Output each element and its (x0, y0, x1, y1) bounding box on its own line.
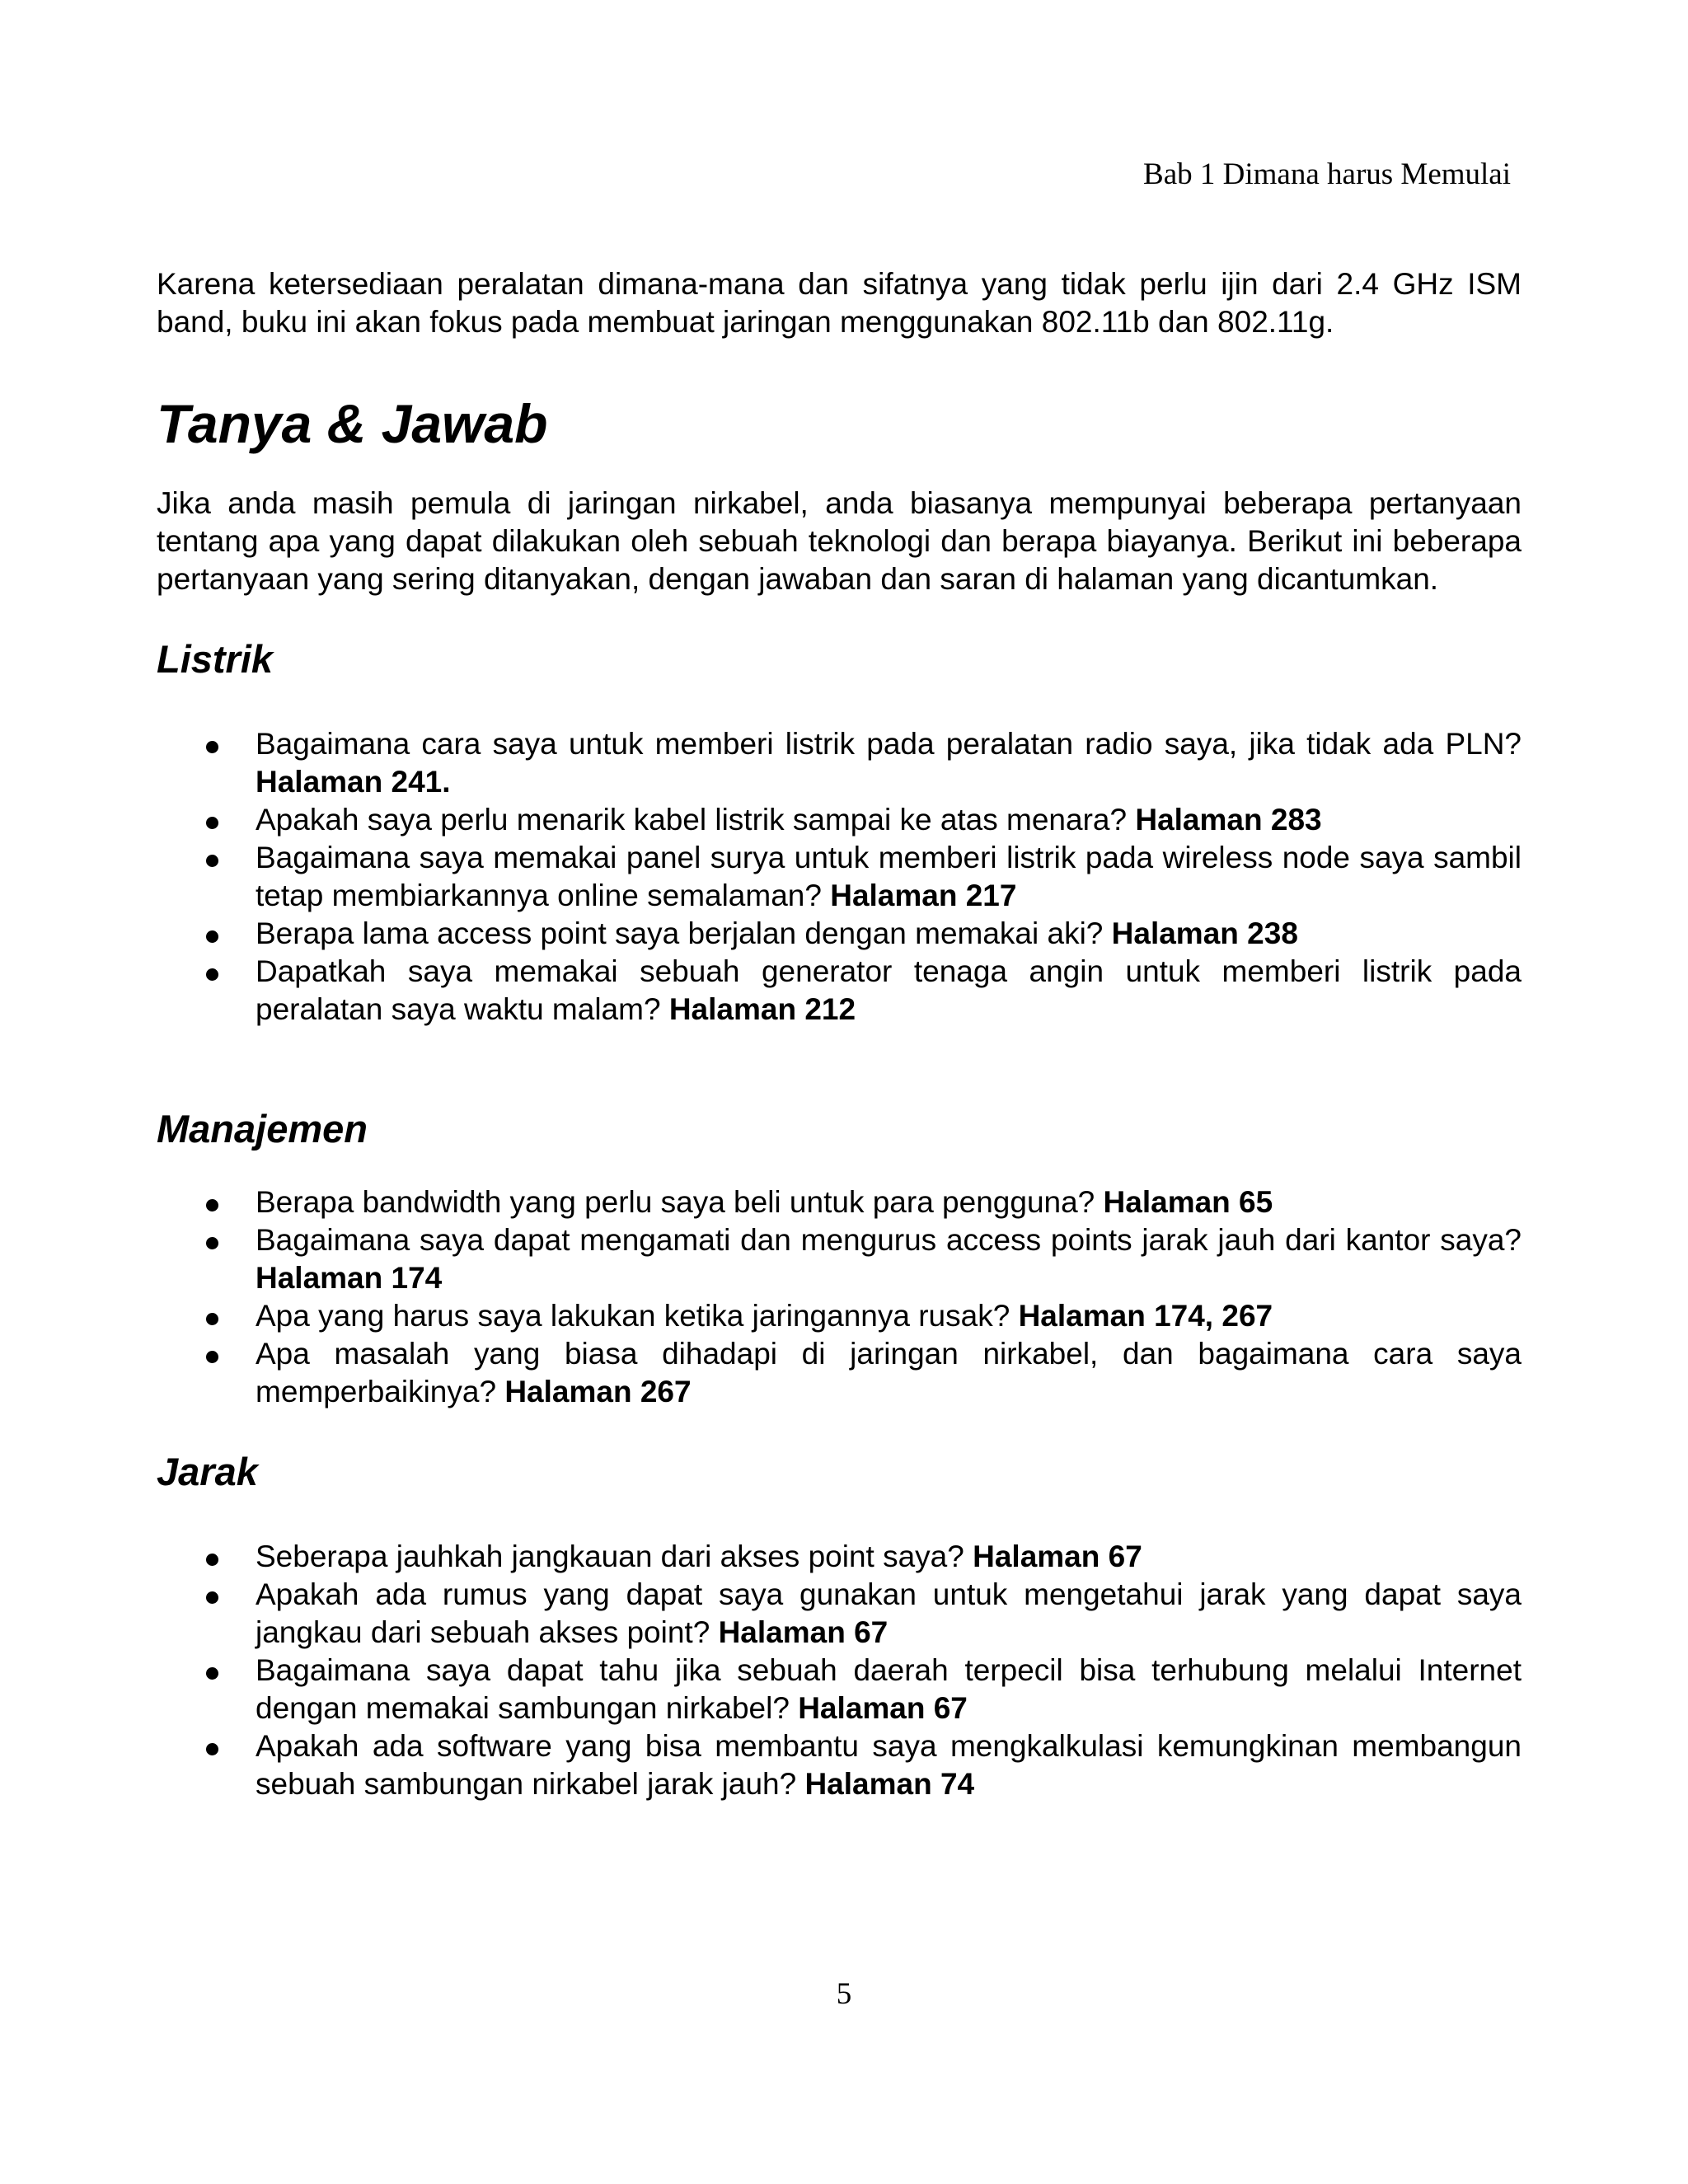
list-item (157, 1183, 1522, 1221)
question-text: Apa masalah yang biasa dihadapi di jaringan nirkabel, dan bagaimana cara saya memperbaikinya? (256, 1337, 1522, 1408)
section-intro-paragraph: Jika anda masih pemula di jaringan nirkabel, anda biasanya mempunyai beberapa pertanyaan tentang apa yang dapat dilakukan oleh sebuah teknologi dan berapa biayanya. Berikut ini beberapa pertanyaan yang sering ditanyakan, dengan jawaban dan saran di halaman yang dicantumkan. (157, 486, 1522, 596)
bullet-icon (206, 1591, 218, 1604)
question-text: Apakah ada software yang bisa membantu saya mengkalkulasi kemungkinan membangun sebuah sambungan nirkabel jarak jauh? (256, 1729, 1522, 1801)
page-reference: Halaman 67 (718, 1615, 889, 1649)
bullet-icon (206, 930, 218, 943)
question-list-manajemen (157, 1183, 1522, 1411)
question-text: Bagaimana saya memakai panel surya untuk memberi listrik pada wireless node saya sambil tetap membiarkannya online semalaman? (256, 841, 1522, 912)
question-text: Bagaimana saya dapat tahu jika sebuah daerah terpecil bisa terhubung melalui Internet dengan memakai sambungan nirkabel? (256, 1653, 1522, 1725)
question-list-listrik (157, 725, 1522, 1029)
page-number: 5 (836, 1977, 852, 2011)
bullet-icon (206, 1237, 218, 1249)
question-text: Berapa lama access point saya berjalan dengan memakai aki? (256, 916, 1112, 950)
list-item (157, 915, 1522, 953)
bullet-icon (206, 1351, 218, 1363)
list-item (157, 1297, 1522, 1335)
page-reference: Halaman 65 (1103, 1185, 1273, 1219)
page-reference: Halaman 67 (973, 1540, 1142, 1573)
page-reference: Halaman 174 (256, 1261, 443, 1295)
question-text: Dapatkah saya memakai sebuah generator tenaga angin untuk memberi listrik pada peralatan saya waktu malam? (256, 954, 1522, 1026)
bullet-icon (206, 1199, 218, 1212)
list-item (157, 1221, 1522, 1297)
page-reference: Halaman 267 (504, 1375, 692, 1408)
list-item (157, 801, 1522, 839)
page-reference: Halaman 212 (668, 992, 856, 1026)
bullet-icon (206, 1667, 218, 1680)
subheading-jarak: Jarak (157, 1450, 258, 1493)
bullet-icon (206, 741, 218, 753)
section-heading: Tanya & Jawab (157, 393, 548, 454)
question-text: Seberapa jauhkah jangkauan dari akses point saya? (256, 1540, 973, 1573)
intro-paragraph: Karena ketersediaan peralatan dimana-mana dan sifatnya yang tidak perlu ijin dari 2.4 GHz ISM band, buku ini akan fokus pada membuat jaringan menggunakan 802.11b dan 802.11g. (157, 267, 1522, 339)
question-text: Bagaimana saya dapat mengamati dan mengurus access points jarak jauh dari kantor saya? (256, 1223, 1522, 1257)
list-item (157, 1538, 1522, 1576)
subheading-listrik: Listrik (157, 637, 274, 681)
subheading-manajemen: Manajemen (157, 1107, 368, 1151)
question-text: Apa yang harus saya lakukan ketika jaringannya rusak? (256, 1299, 1019, 1333)
bullet-icon (206, 968, 218, 981)
question-text: Apakah ada rumus yang dapat saya gunakan untuk mengetahui jarak yang dapat saya jangkau dari sebuah akses point? (256, 1577, 1522, 1649)
page-content (157, 265, 1522, 1803)
list-item (157, 839, 1522, 915)
list-item (157, 1576, 1522, 1652)
running-header: Bab 1 Dimana harus Memulai (1143, 157, 1511, 191)
page-reference: Halaman 67 (798, 1691, 968, 1725)
page-reference: Halaman 74 (804, 1767, 975, 1801)
bullet-icon (206, 817, 218, 829)
list-item (157, 953, 1522, 1029)
list-item (157, 1335, 1522, 1411)
bullet-icon (206, 1743, 218, 1755)
page-reference: Halaman 238 (1111, 916, 1298, 950)
question-text: Apakah saya perlu menarik kabel listrik sampai ke atas menara? (256, 803, 1136, 837)
page-reference: Halaman 241. (256, 765, 451, 799)
bullet-icon (206, 1313, 218, 1325)
list-item (157, 1652, 1522, 1727)
page-reference: Halaman 283 (1135, 803, 1322, 837)
question-list-jarak (157, 1538, 1522, 1803)
question-text: Bagaimana cara saya untuk memberi listrik pada peralatan radio saya, jika tidak ada PLN? (256, 727, 1522, 761)
page-reference: Halaman 217 (830, 879, 1017, 912)
bullet-icon (206, 855, 218, 867)
question-text: Berapa bandwidth yang perlu saya beli untuk para pengguna? (256, 1185, 1104, 1219)
list-item (157, 725, 1522, 801)
page-reference: Halaman 174, 267 (1018, 1299, 1273, 1333)
list-item (157, 1727, 1522, 1803)
bullet-icon (206, 1554, 218, 1566)
